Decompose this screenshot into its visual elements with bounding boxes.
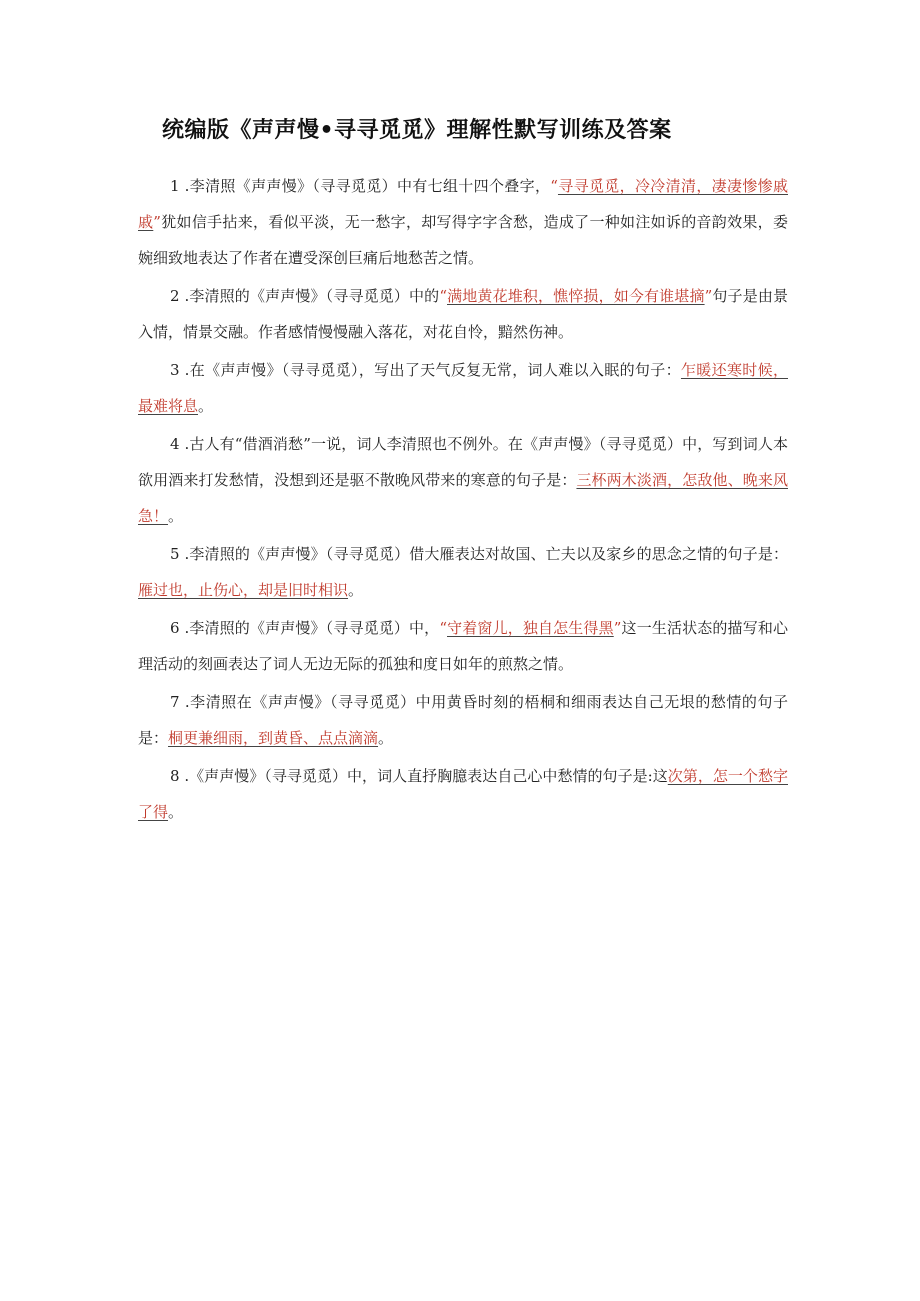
question-text-tail: 。 (378, 729, 394, 747)
question-text: .在《声声慢》（寻寻觅觅），写出了天气反复无常，词人难以入眠的句子： (179, 361, 681, 379)
question-number: 8 (170, 767, 180, 785)
question-number: 5 (170, 545, 180, 563)
question-6 (138, 610, 788, 682)
answer-text: 次第，怎一个愁字了得 (138, 767, 788, 821)
question-number: 6 (170, 619, 180, 637)
question-4 (138, 426, 788, 534)
answer-text: 桐更兼细雨，到黄昏、点点滴滴 (168, 729, 379, 747)
page-title: 统编版《声声慢•寻寻觅觅》理解性默写训练及答案 (162, 118, 672, 143)
question-1 (138, 168, 788, 276)
question-number: 1 (170, 177, 180, 195)
answer-text: 乍暖还寒时候，最难将息 (138, 361, 788, 415)
question-text-tail: 犹如信手拈来，看似平淡，无一愁字，却写得字字含愁，造成了一种如注如诉的音韵效果，委婉细致地表达了作者在遭受深创巨痛后地愁苦之情。 (138, 213, 788, 267)
open-quote: “ (439, 287, 447, 305)
question-text: .古人有“借酒消愁”一说，词人李清照也不例外。在《声声慢》（寻寻觅觅）中，写到词人本欲用酒来打发愁情，没想到还是驱不散晚风带来的寒意的句子是： (138, 435, 788, 489)
question-8 (138, 758, 788, 830)
question-text: .《声声慢》（寻寻觅觅）中，词人直抒胸臆表达自己心中愁情的句子是:这 (179, 767, 668, 785)
question-text: .李清照的《声声慢》（寻寻觅觅）中的 (179, 287, 440, 305)
answer-text: 守着窗儿，独自怎生得黑 (447, 619, 614, 637)
question-5 (138, 536, 788, 608)
question-2 (138, 278, 788, 350)
answer-text: 雁过也，止伤心，却是旧时相识 (138, 581, 349, 599)
question-text-tail: 。 (168, 803, 184, 821)
question-text-tail: 句子是由景入情，情景交融。作者感情慢慢融入落花，对花自怜，黯然伤神。 (138, 287, 788, 341)
question-text-tail: 这一生活状态的描写和心理活动的刻画表达了词人无边无际的孤独和度日如年的煎熬之情。 (138, 619, 788, 673)
close-quote: ” (153, 213, 161, 231)
open-quote: “ (550, 177, 558, 195)
document-page (138, 112, 788, 832)
close-quote: ” (613, 619, 622, 637)
answer-text: 三杯两木淡酒，怎敌他、晚来风急！ (138, 471, 788, 525)
question-number: 3 (170, 361, 180, 379)
question-3 (138, 352, 788, 424)
close-quote: ” (704, 287, 713, 305)
question-7 (138, 684, 788, 756)
question-text: .李清照的《声声慢》（寻寻觅觅）借大雁表达对故国、亡夫以及家乡的思念之情的句子是： (179, 545, 788, 563)
question-number: 7 (170, 693, 180, 711)
question-text-tail: 。 (198, 397, 214, 415)
question-text-tail: 。 (168, 507, 184, 525)
question-text: .李清照《声声慢》（寻寻觅觅）中有七组十四个叠字， (179, 177, 551, 195)
question-number: 2 (170, 287, 180, 305)
answer-text: 满地黄花堆积，憔悴损，如今有谁堪摘 (447, 287, 705, 305)
question-text-tail: 。 (348, 581, 364, 599)
question-number: 4 (170, 435, 180, 453)
question-text: .李清照在《声声慢》（寻寻觅觅）中用黄昏时刻的梧桐和细雨表达自己无垠的愁情的句子是： (138, 693, 788, 747)
question-text: .李清照的《声声慢》（寻寻觅觅）中， (179, 619, 440, 637)
open-quote: “ (439, 619, 447, 637)
answer-text: 寻寻觅觅，冷冷清清，凄凄惨惨戚戚 (138, 177, 788, 231)
